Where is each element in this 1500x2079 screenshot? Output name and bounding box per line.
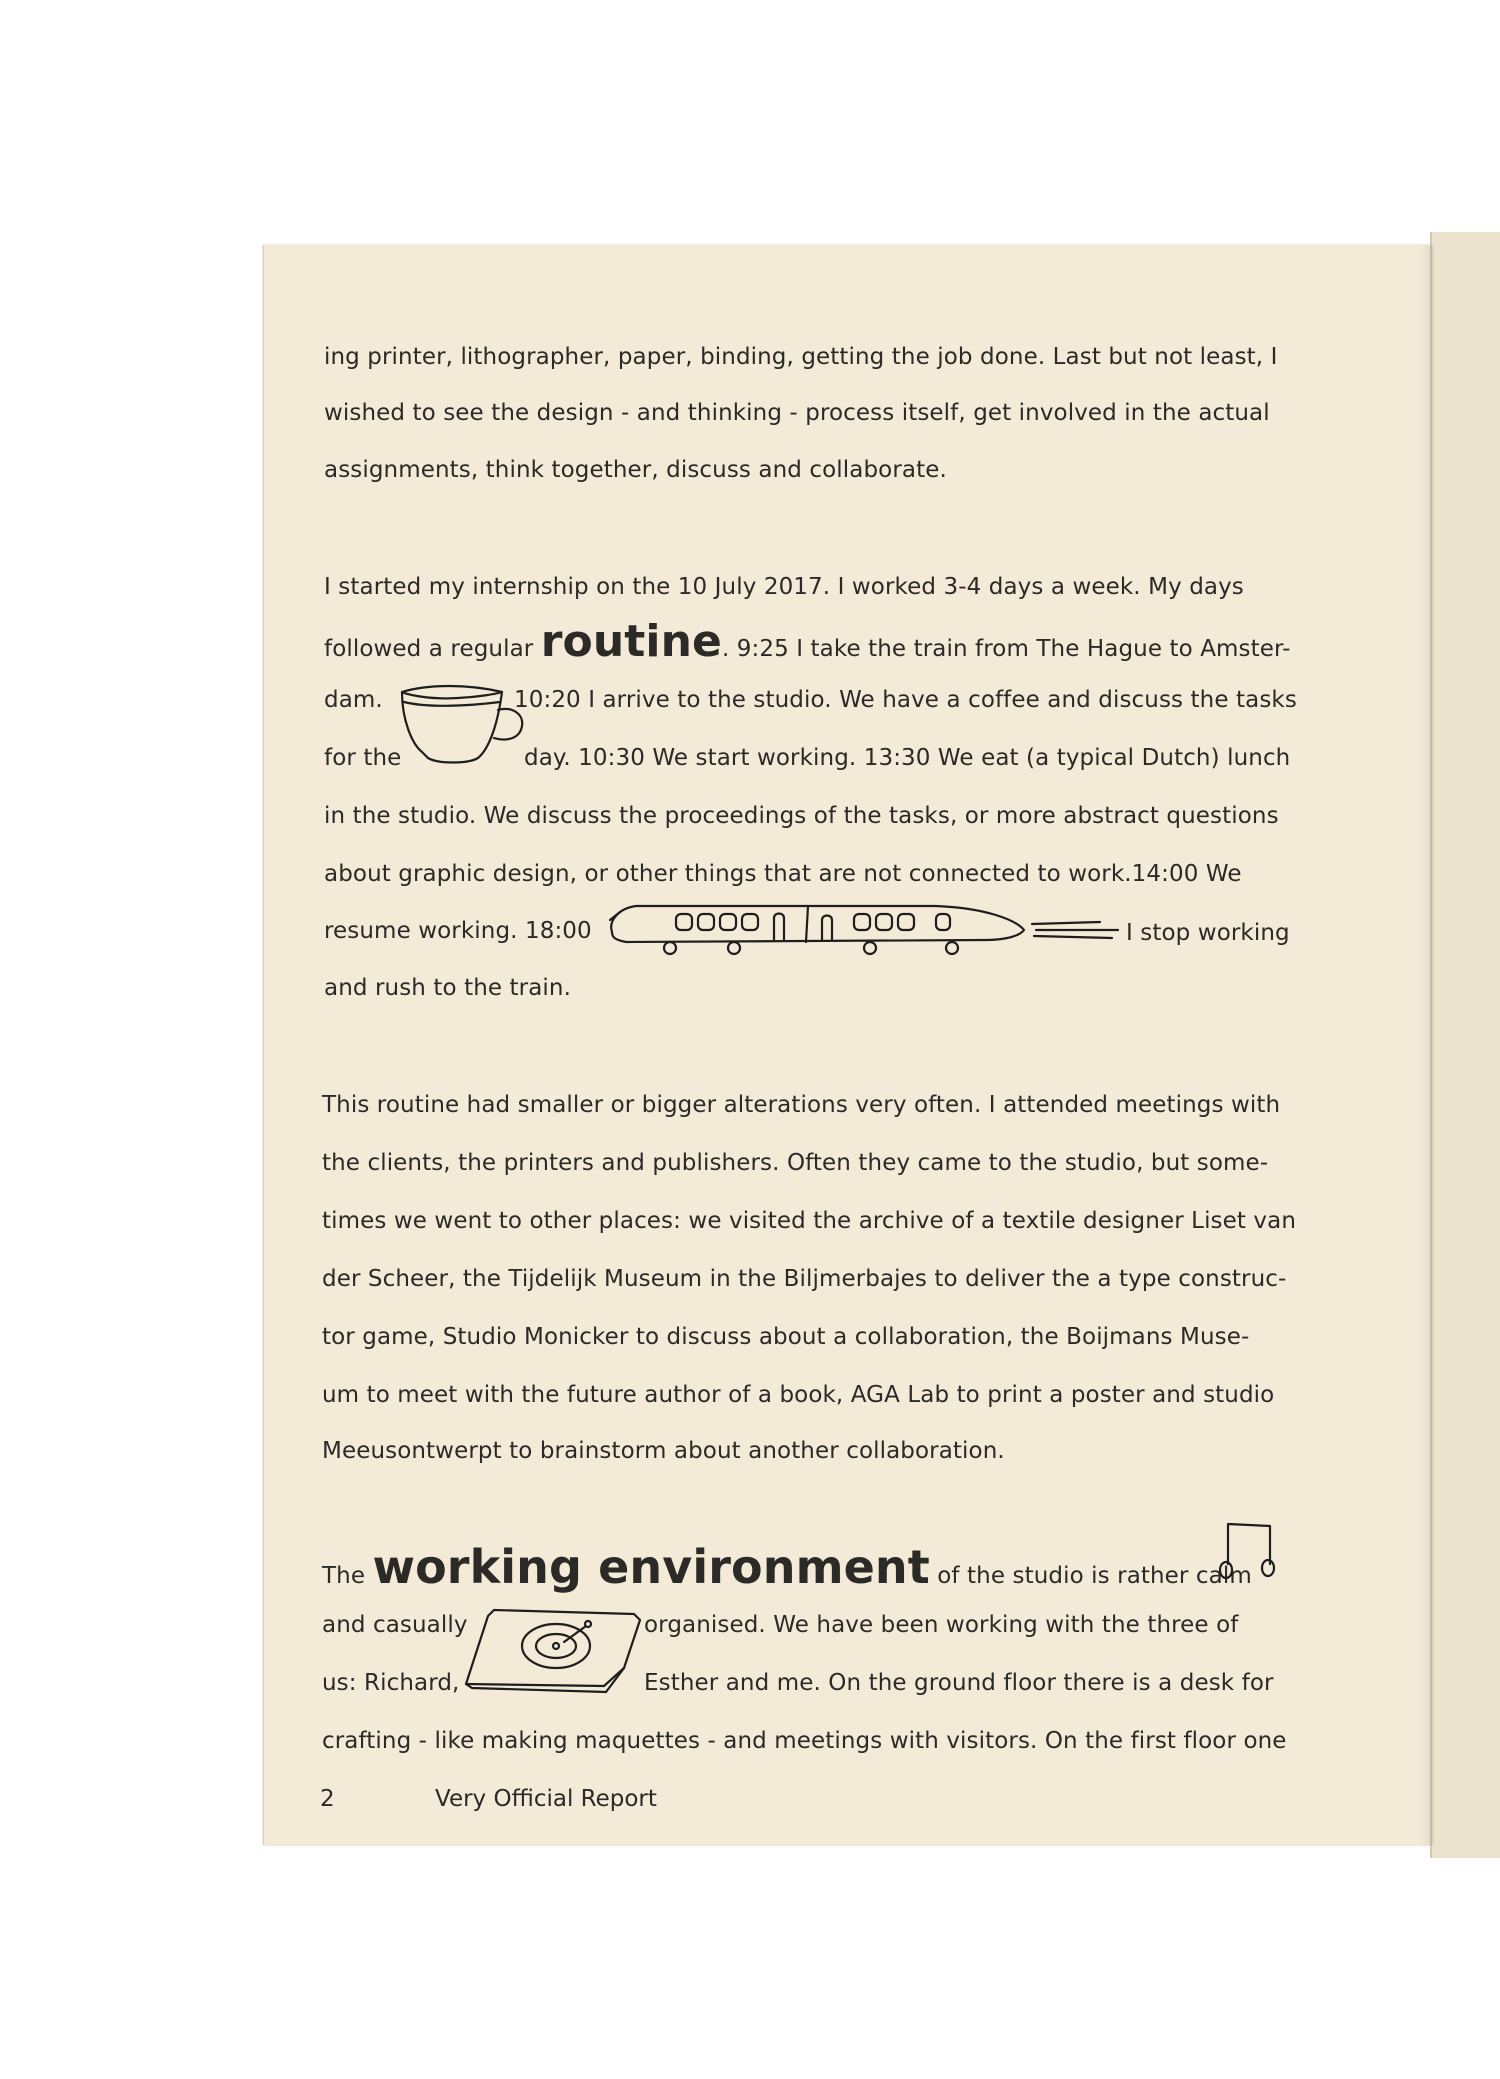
- p2-line-2-after: . 9:25 I take the train from The Hague to Amster-: [721, 636, 1291, 662]
- p3-line-1: This routine had smaller or bigger alterations very often. I attended meetings with: [322, 1092, 1281, 1118]
- report-page: [263, 245, 1431, 1845]
- train-icon: [606, 898, 1126, 962]
- p3-line-5: tor game, Studio Monicker to discuss about a collaboration, the Boijmans Muse-: [322, 1324, 1250, 1350]
- p1-line-3: assignments, think together, discuss and collaborate.: [324, 457, 947, 483]
- p2-line-3-before: dam.: [324, 687, 383, 713]
- p4-line-1: [322, 1540, 1252, 1594]
- p3-line-6: um to meet with the future author of a book, AGA Lab to print a poster and studio: [322, 1382, 1275, 1408]
- p3-line-3: times we went to other places: we visited the archive of a textile designer Liset van: [322, 1208, 1297, 1234]
- p3-line-2: the clients, the printers and publishers. Often they came to the studio, but some-: [322, 1150, 1269, 1176]
- p3-line-4: der Scheer, the Tijdelijk Museum in the Biljmerbajes to deliver the a type construc-: [322, 1266, 1287, 1292]
- p2-line-4-before: for the: [324, 745, 402, 771]
- p2-line-7-before: resume working. 18:00: [324, 918, 592, 944]
- report-title: Very Official Report: [435, 1786, 657, 1812]
- p2-line-3-after: 10:20 I arrive to the studio. We have a coffee and discuss the tasks: [514, 687, 1297, 713]
- next-page-edge: [1430, 232, 1500, 1858]
- p4-line-3-before: us: Richard,: [322, 1670, 460, 1696]
- spine-shadow: [1420, 245, 1434, 1845]
- page-number: 2: [320, 1786, 335, 1812]
- p2-line-2: [324, 616, 1290, 667]
- p2-line-6: about graphic design, or other things that are not connected to work.14:00 We: [324, 861, 1242, 887]
- p4-line-1-after: of the studio is rather calm: [937, 1563, 1252, 1589]
- p2-line-2-before: followed a regular: [324, 636, 534, 662]
- p2-line-4-after: day. 10:30 We start working. 13:30 We eat (a typical Dutch) lunch: [524, 745, 1291, 771]
- p4-line-1-before: The: [322, 1563, 366, 1589]
- p1-line-2: wished to see the design - and thinking - process itself, get involved in the actual: [324, 400, 1270, 426]
- music-note-icon: [1218, 1520, 1282, 1582]
- p4-line-2-before: and casually: [322, 1612, 468, 1638]
- p4-line-2-after: organised. We have been working with the three of: [644, 1612, 1239, 1638]
- keyword-working-environment: working environment: [372, 1540, 930, 1594]
- p4-line-3-after: Esther and me. On the ground floor there is a desk for: [644, 1670, 1274, 1696]
- p1-line-1: ing printer, lithographer, paper, binding, getting the job done. Last but not least, I: [324, 344, 1278, 370]
- record-player-icon: [464, 1606, 644, 1698]
- p2-line-8: and rush to the train.: [324, 975, 571, 1001]
- p2-line-7-after: I stop working: [1126, 920, 1290, 946]
- keyword-routine: routine: [540, 616, 722, 667]
- coffee-cup-icon: [398, 680, 528, 776]
- p2-line-5: in the studio. We discuss the proceedings of the tasks, or more abstract questions: [324, 803, 1279, 829]
- p2-line-1: I started my internship on the 10 July 2017. I worked 3-4 days a week. My days: [324, 574, 1244, 600]
- p4-line-4: crafting - like making maquettes - and meetings with visitors. On the first floor one: [322, 1728, 1287, 1754]
- p3-line-7: Meeusontwerpt to brainstorm about another collaboration.: [322, 1438, 1005, 1464]
